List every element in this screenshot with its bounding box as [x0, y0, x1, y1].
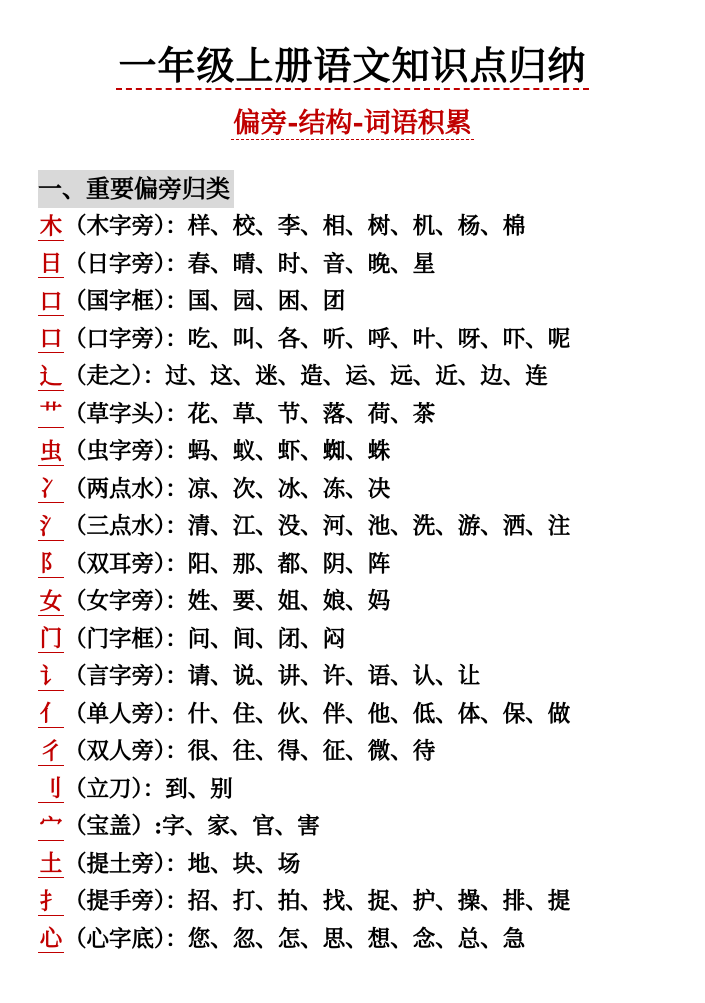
radical-description: （草字头）：花、草、节、落、荷、茶: [64, 400, 436, 427]
radical-description: （口字旁）：吃、叫、各、听、呼、叶、呀、吓、呢: [64, 325, 571, 352]
radical-row: [38, 508, 678, 546]
radical-char: 艹: [39, 401, 63, 427]
radical-char: 宀: [39, 813, 63, 840]
radical-char: 彳: [39, 738, 63, 765]
radical-char: 讠: [39, 663, 63, 690]
radical-row: [38, 883, 678, 921]
radical-row: [38, 396, 678, 434]
radical-row: [38, 358, 678, 396]
radical-row: [38, 246, 678, 284]
radical-char: 扌: [39, 888, 63, 915]
radical-description: （虫字旁）：蚂、蚁、虾、蜘、蛛: [64, 438, 391, 465]
radical-description: （三点水）：清、江、没、河、池、洗、游、洒、注: [64, 513, 571, 540]
radical-description: （言字旁）：请、说、讲、许、语、认、让: [64, 663, 481, 690]
radical-row: [38, 208, 678, 246]
radical-row: [38, 846, 678, 884]
radical-description: （木字旁）：样、校、李、相、树、机、杨、棉: [64, 213, 526, 240]
page-subtitle-text: 偏旁-结构-词语积累: [233, 108, 472, 139]
radical-char: 门: [39, 626, 63, 652]
radical-row: [38, 546, 678, 584]
radical-description: （宝盖）:字、家、官、害: [64, 813, 320, 840]
radical-description: （两点水）：凉、次、冰、冻、决: [64, 475, 391, 502]
radical-description: （日字旁）：春、晴、时、音、晚、星: [64, 250, 436, 277]
radical-description: （门字框）：问、间、闭、闷: [64, 625, 346, 652]
radical-description: （单人旁）：什、住、伙、伴、他、低、体、保、做: [64, 700, 571, 727]
radical-char: 女: [39, 588, 63, 615]
radical-description: （心字底）：您、忽、怎、思、想、念、总、急: [64, 925, 526, 952]
radical-row: [38, 771, 678, 809]
radical-char: 土: [39, 851, 63, 877]
radical-char: 刂: [39, 776, 63, 802]
radical-description: （提手旁）：招、打、拍、找、捉、护、操、排、提: [64, 888, 571, 915]
page-subtitle: [0, 104, 705, 144]
radical-description: （提土旁）：地、块、场: [64, 850, 301, 877]
page-title: [0, 40, 705, 92]
radical-row: [38, 733, 678, 771]
radical-description: （走之）：过、这、迷、造、运、远、近、边、连: [64, 363, 548, 390]
radical-row: [38, 471, 678, 509]
radical-char: 亻: [39, 701, 63, 727]
radical-char: 阝: [39, 551, 63, 577]
radical-char: 氵: [39, 513, 63, 540]
radical-description: （双耳旁）：阳、那、都、阴、阵: [64, 550, 391, 577]
radical-description: （国字框）：国、园、困、团: [64, 288, 346, 315]
radical-description: （立刀）：到、别: [64, 775, 233, 802]
radical-row: [38, 921, 678, 959]
section-heading: 一、重要偏旁归类: [38, 170, 234, 208]
radical-row: [38, 283, 678, 321]
radical-char: 日: [39, 251, 63, 277]
radical-char: 虫: [39, 438, 63, 465]
radical-row: [38, 583, 678, 621]
radical-row: [38, 808, 678, 846]
radical-row: [38, 696, 678, 734]
radical-row: [38, 658, 678, 696]
radical-char: 口: [39, 288, 63, 315]
radical-char: 木: [39, 213, 63, 240]
page-title-text: 一年级上册语文知识点归纳: [118, 43, 587, 88]
radical-char: 辶: [39, 363, 63, 390]
radical-row: [38, 621, 678, 659]
radical-description: （双人旁）：很、往、得、征、微、待: [64, 738, 436, 765]
radical-char: 心: [39, 926, 63, 952]
radical-char: 口: [39, 326, 63, 352]
radical-row: [38, 321, 678, 359]
radical-list: [38, 208, 678, 958]
radical-row: [38, 433, 678, 471]
radical-char: 冫: [39, 476, 63, 502]
radical-description: （女字旁）：姓、要、姐、娘、妈: [64, 588, 391, 615]
